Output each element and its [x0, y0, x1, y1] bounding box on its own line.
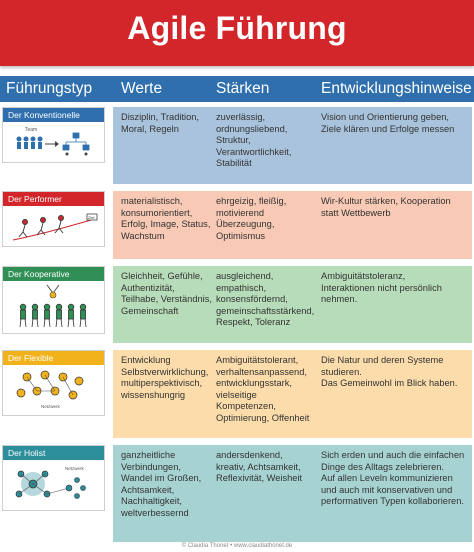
values-cell: Entwicklung Selbstverwirklichung, multiperspektivisch, wissenshungrig: [121, 355, 209, 400]
type-label: Der Performer: [3, 192, 104, 206]
table-row: [0, 191, 474, 259]
strengths-cell: ausgleichend, empathisch, konsensfördernd, gemeinschaftsstärkend, Respekt, Toleranz: [216, 271, 315, 328]
type-label: Der Konventionelle: [3, 108, 104, 122]
development-cell: Vision und Orientierung geben, Ziele klären und Erfolge messen: [321, 112, 455, 134]
header-development: Entwicklungshinweise: [321, 80, 472, 97]
art-caption: Netzwerk: [65, 466, 84, 471]
strengths-cell: zuverlässig, ordnungsliebend, Struktur, Verantwortlichkeit, Stabilität: [216, 112, 292, 169]
network-icon: [3, 365, 104, 415]
cooperation-circle-icon: [3, 281, 104, 333]
strengths-cell: Ambiguitätstolerant, verhaltensanpassend, entwicklungsstark, vielseitige Kompetenzen, Optimierung, Offenheit: [216, 355, 310, 423]
strengths-cell: ehrgeizig, fleißig, motivierend Überzeugung, Optimismus: [216, 196, 287, 241]
type-card-performer: [2, 191, 105, 247]
type-card-konventionelle: [2, 107, 105, 163]
development-cell: Wir-Kultur stärken, Kooperation statt Wettbewerb: [321, 196, 451, 218]
table-row: [0, 266, 474, 343]
row-content: [113, 191, 472, 259]
values-cell: Gleichheit, Gefühle, Authentizität, Teilhabe, Verständnis, Gemeinschaft: [121, 271, 212, 316]
title-banner: [0, 0, 474, 66]
header-strengths: Stärken: [216, 80, 270, 97]
values-cell: ganzheitliche Verbindungen, Wandel im Großen, Achtsamkeit, Nachhaltigkeit, weltverbessernd: [121, 450, 202, 518]
development-cell: Die Natur und deren Systeme studieren. Das Gemeinwohl im Blick haben.: [321, 355, 458, 389]
development-cell: Ambiguitätstoleranz, Interaktionen nicht persönlich nehmen.: [321, 271, 442, 305]
header-values: Werte: [121, 80, 163, 97]
table-header: [0, 76, 474, 102]
values-cell: Disziplin, Tradition, Moral, Regeln: [121, 112, 200, 134]
runners-icon: [3, 206, 104, 246]
header-type: Führungstyp: [6, 80, 93, 97]
row-content: [113, 445, 472, 542]
type-card-kooperative: [2, 266, 105, 334]
team-hierarchy-icon: [3, 122, 104, 162]
row-content: [113, 107, 472, 184]
page-title: Agile Führung: [127, 10, 347, 46]
art-caption: Team: [25, 127, 38, 133]
development-cell: Sich erden und auch die einfachen Dinge des Alltags zelebrieren. Auf allen Leveln kommunizieren und auch mit konservativen und performativen Typen kollaborieren.: [321, 450, 465, 507]
type-label: Der Holist: [3, 446, 104, 460]
strengths-cell: andersdenkend, kreativ, Achtsamkeit, Reflexivität, Weisheit: [216, 450, 303, 484]
row-content: [113, 266, 472, 343]
table-row: [0, 107, 474, 184]
holistic-network-icon: [3, 460, 104, 510]
table-row: [0, 350, 474, 438]
row-content: [113, 350, 472, 438]
table-row: [0, 445, 474, 542]
type-card-holist: [2, 445, 105, 511]
type-label: Der Flexible: [3, 351, 104, 365]
art-caption: Ziel: [88, 215, 95, 220]
values-cell: materialistisch, konsumorientiert, Erfolg, Image, Status, Wachstum: [121, 196, 211, 241]
type-card-flexible: [2, 350, 105, 416]
type-label: Der Kooperative: [3, 267, 104, 281]
art-caption: Netzwerk: [41, 404, 60, 409]
copyright-footer: © Claudia Thonet • www.claudiathonet.de: [181, 543, 293, 549]
